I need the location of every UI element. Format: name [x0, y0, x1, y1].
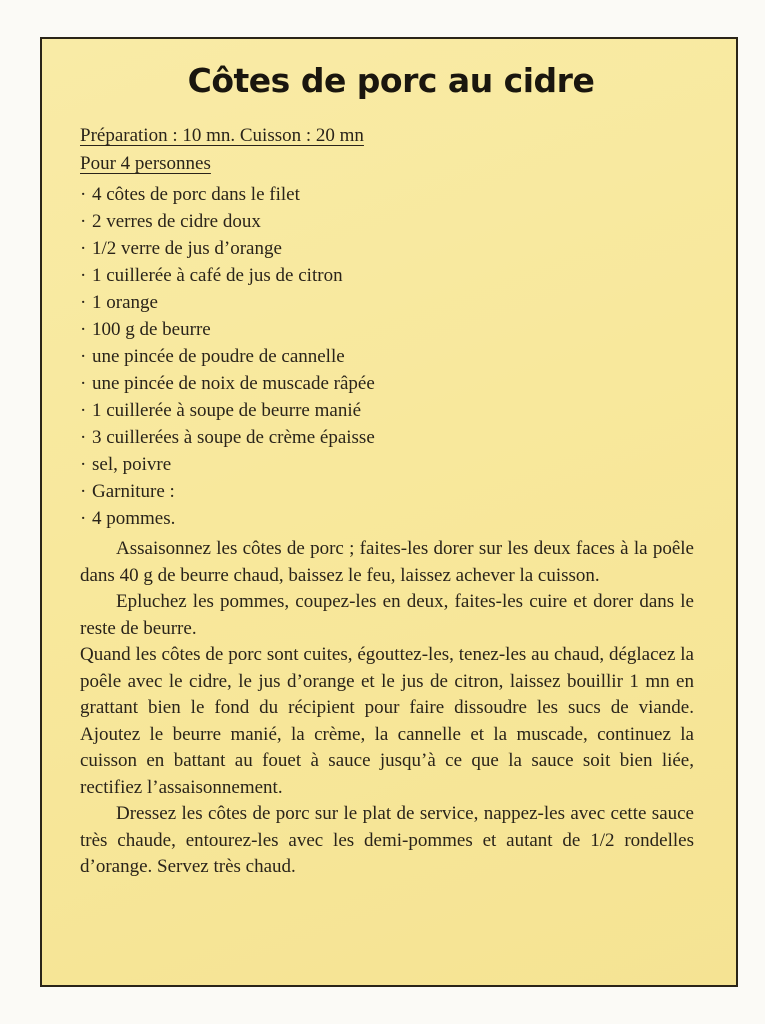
ingredient-item: · une pincée de poudre de cannelle	[80, 343, 375, 370]
bullet: ·	[80, 508, 87, 529]
ingredient-item: · une pincée de noix de muscade râpée	[80, 370, 375, 397]
bullet: ·	[80, 319, 87, 340]
bullet: ·	[80, 373, 87, 394]
method-paragraph: Assaisonnez les côtes de porc ; faites-les dorer sur les deux faces à la poêle dans 40 g de beurre chaud, baissez le feu, laissez achever la cuisson.	[80, 538, 694, 586]
bullet: ·	[80, 292, 87, 313]
ingredient-item: · 4 côtes de porc dans le filet	[80, 181, 375, 208]
ingredient-item: · Garniture :	[80, 478, 375, 505]
method-paragraph: Epluchez les pommes, coupez-les en deux, faites-les cuire et dorer dans le reste de beurre.	[80, 591, 694, 639]
ingredient-item: · 100 g de beurre	[80, 316, 375, 343]
bullet: ·	[80, 184, 87, 205]
method-paragraph: Quand les côtes de porc sont cuites, égouttez-les, tenez-les au chaud, déglacez la poêle avec le cidre, le jus d’orange et le jus de citron, laissez bouillir 1 mn en grattant bien le fond du récipient pour faire dissoudre les sucs de viande. Ajoutez le beurre manié, la crème, la cannelle et la muscade, continuez la cuisson en battant au fouet à sauce jusqu’à ce que la sauce soit bien liée, rectifiez l’assaisonnement.	[80, 644, 694, 798]
bullet: ·	[80, 265, 87, 286]
bullet: ·	[80, 427, 87, 448]
method-paragraph: Dressez les côtes de porc sur le plat de service, nappez-les avec cette sauce très chaude, entourez-les avec les demi-pommes et autant de 1/2 rondelles d’orange. Servez très chaud.	[80, 803, 694, 877]
ingredient-item: · 1/2 verre de jus d’orange	[80, 235, 375, 262]
recipe-card	[40, 37, 738, 987]
ingredient-item: · 1 orange	[80, 289, 375, 316]
bullet: ·	[80, 346, 87, 367]
bullet: ·	[80, 211, 87, 232]
bullet: ·	[80, 454, 87, 475]
ingredient-item: · 1 cuillerée à café de jus de citron	[80, 262, 375, 289]
ingredient-item: · 3 cuillerées à soupe de crème épaisse	[80, 424, 375, 451]
method-text	[80, 536, 694, 881]
ingredient-item: · 1 cuillerée à soupe de beurre manié	[80, 397, 375, 424]
bullet: ·	[80, 238, 87, 259]
ingredient-list	[80, 181, 375, 532]
ingredient-item: · sel, poivre	[80, 451, 375, 478]
preparation-time: Préparation : 10 mn. Cuisson : 20 mn	[80, 125, 364, 146]
servings: Pour 4 personnes	[80, 153, 211, 174]
bullet: ·	[80, 481, 87, 502]
recipe-title: Côtes de porc au cidre	[187, 61, 595, 100]
ingredient-item: · 4 pommes.	[80, 505, 375, 532]
ingredient-item: · 2 verres de cidre doux	[80, 208, 375, 235]
bullet: ·	[80, 400, 87, 421]
